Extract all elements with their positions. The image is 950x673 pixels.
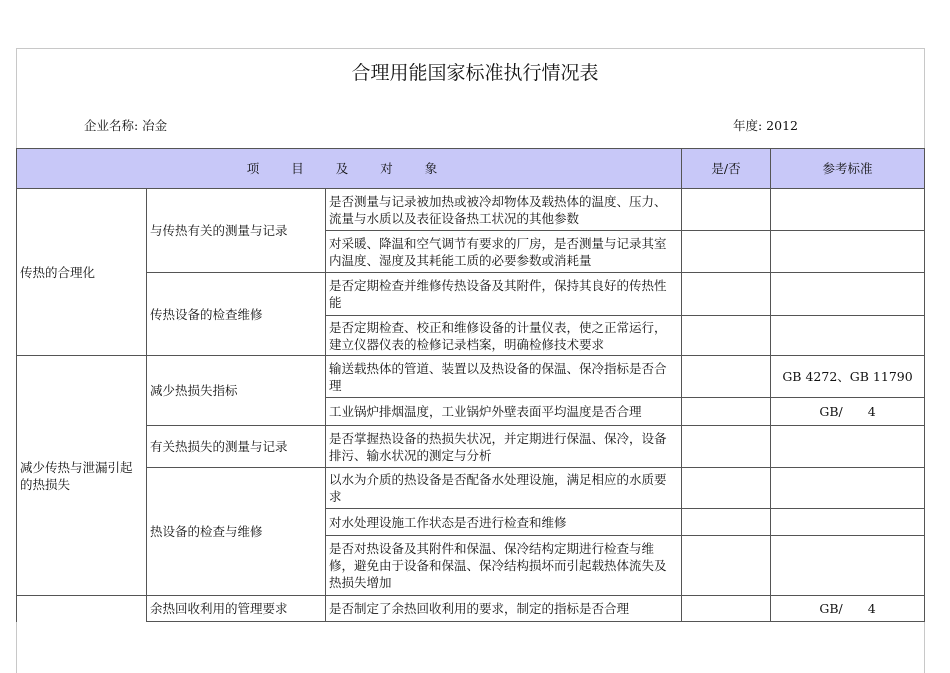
group-cell: 与传热有关的测量与记录 bbox=[147, 189, 326, 273]
reference-cell bbox=[771, 468, 925, 509]
item-cell: 是否制定了余热回收利用的要求，制定的指标是否合理 bbox=[326, 596, 682, 622]
group-cell: 余热回收利用的管理要求 bbox=[147, 596, 326, 622]
reference-cell bbox=[771, 189, 925, 231]
table-row bbox=[17, 189, 925, 231]
table-row bbox=[17, 468, 925, 509]
reference-cell: GB 4272、GB 11790 bbox=[771, 356, 925, 398]
yesno-cell[interactable] bbox=[682, 273, 771, 316]
table-row bbox=[17, 356, 925, 398]
category-cell: 减少传热与泄漏引起的热损失 bbox=[17, 356, 147, 596]
reference-cell bbox=[771, 316, 925, 356]
yesno-cell[interactable] bbox=[682, 189, 771, 231]
page-title: 合理用能国家标准执行情况表 bbox=[351, 62, 599, 84]
yesno-cell[interactable] bbox=[682, 596, 771, 622]
yesno-cell[interactable] bbox=[682, 536, 771, 596]
item-cell: 工业锅炉排烟温度，工业锅炉外壁表面平均温度是否合理 bbox=[326, 398, 682, 426]
item-cell: 是否对热设备及其附件和保温、保冷结构定期进行检查与维修，避免由于设备和保温、保冷结构损坏而引起载热体流失及热损失增加 bbox=[326, 536, 682, 596]
item-cell: 以水为介质的热设备是否配备水处理设施，满足相应的水质要求 bbox=[326, 468, 682, 509]
yesno-cell[interactable] bbox=[682, 356, 771, 398]
reference-cell: GB/ 4 bbox=[771, 398, 925, 426]
header-reference: 参考标准 bbox=[771, 149, 925, 189]
report-year: 年度: 2012 bbox=[733, 118, 798, 133]
group-cell: 传热设备的检查维修 bbox=[147, 273, 326, 356]
reference-cell bbox=[771, 509, 925, 536]
reference-cell bbox=[771, 231, 925, 273]
header-yesno: 是/否 bbox=[682, 149, 771, 189]
yesno-cell[interactable] bbox=[682, 316, 771, 356]
category-cell bbox=[17, 596, 147, 622]
reference-cell bbox=[771, 426, 925, 468]
table-row bbox=[17, 426, 925, 468]
group-cell: 减少热损失指标 bbox=[147, 356, 326, 426]
item-cell: 是否定期检查并维修传热设备及其附件，保持其良好的传热性能 bbox=[326, 273, 682, 316]
yesno-cell[interactable] bbox=[682, 398, 771, 426]
header-item: 项 目 及 对 象 bbox=[17, 149, 682, 189]
item-cell: 对采暖、降温和空气调节有要求的厂房，是否测量与记录其室内温度、湿度及其耗能工质的必要参数或消耗量 bbox=[326, 231, 682, 273]
table-row bbox=[17, 273, 925, 316]
table-header-row bbox=[17, 149, 925, 189]
item-cell: 对水处理设施工作状态是否进行检查和维修 bbox=[326, 509, 682, 536]
group-cell: 有关热损失的测量与记录 bbox=[147, 426, 326, 468]
item-cell: 是否掌握热设备的热损失状况，并定期进行保温、保冷，设备排污、输水状况的测定与分析 bbox=[326, 426, 682, 468]
reference-cell: GB/ 4 bbox=[771, 596, 925, 622]
reference-cell bbox=[771, 536, 925, 596]
reference-cell bbox=[771, 273, 925, 316]
table-row bbox=[17, 596, 925, 622]
yesno-cell[interactable] bbox=[682, 231, 771, 273]
group-cell: 热设备的检查与维修 bbox=[147, 468, 326, 596]
item-cell: 输送载热体的管道、装置以及热设备的保温、保冷指标是否合理 bbox=[326, 356, 682, 398]
standards-table bbox=[16, 148, 925, 622]
item-cell: 是否测量与记录被加热或被冷却物体及载热体的温度、压力、流量与水质以及表征设备热工状况的其他参数 bbox=[326, 189, 682, 231]
yesno-cell[interactable] bbox=[682, 468, 771, 509]
company-name: 企业名称: 冶金 bbox=[84, 118, 168, 133]
yesno-cell[interactable] bbox=[682, 426, 771, 468]
item-cell: 是否定期检查、校正和维修设备的计量仪表，使之正常运行，建立仪器仪表的检修记录档案，明确检修技术要求 bbox=[326, 316, 682, 356]
category-cell: 传热的合理化 bbox=[17, 189, 147, 356]
yesno-cell[interactable] bbox=[682, 509, 771, 536]
